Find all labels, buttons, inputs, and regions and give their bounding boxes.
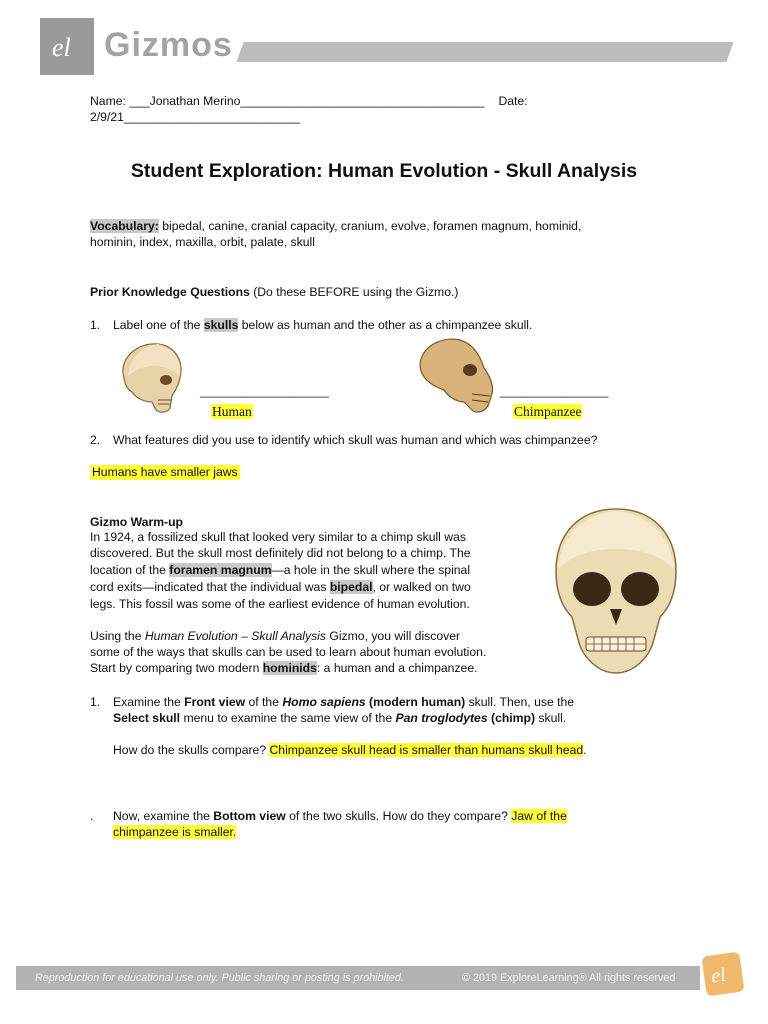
- examine-l2b: menu to examine the same view of the: [180, 711, 396, 725]
- examine-period: .: [583, 743, 587, 757]
- warmup-heading: Gizmo Warm-up: [90, 515, 183, 529]
- examine-l2e: skull.: [535, 711, 567, 725]
- warmup-p1-line-5: legs. This fossil was some of the earliest evidence of human evolution.: [90, 597, 470, 611]
- name-blank: ____________________________________: [240, 94, 485, 108]
- examine-line-1: [113, 695, 574, 710]
- examine-l1c: of the: [245, 695, 283, 709]
- examine-answer: Chimpanzee skull head is smaller than humans skull head: [269, 743, 584, 757]
- svg-text:el: el: [709, 963, 728, 988]
- p2-l3b: : a human and a chimpanzee.: [316, 661, 478, 675]
- bottom-view-line-2: [113, 825, 236, 840]
- chimpanzee-skull-side-icon: [414, 334, 498, 416]
- bottom-l1c: of the two skulls. How do they compare?: [285, 809, 512, 823]
- q1-number: 1.: [90, 318, 101, 332]
- question-1: [90, 318, 533, 333]
- vocabulary-line-2: hominin, index, maxilla, orbit, palate, skull: [90, 235, 315, 249]
- pan-troglodytes-term: Pan troglodytes: [395, 711, 488, 725]
- date-line: [90, 110, 300, 125]
- p2-l1b: Gizmo, you will discover: [325, 629, 461, 643]
- prior-heading-bold: Prior Knowledge Questions: [90, 285, 250, 299]
- gizmo-title-italic: Human Evolution – Skull Analysis: [144, 629, 326, 643]
- q2-answer: Humans have smaller jaws: [92, 465, 238, 479]
- chimpanzee-label: Chimpanzee: [514, 404, 582, 419]
- p2-l1a: Using the: [90, 629, 145, 643]
- examine-line-3: [113, 743, 587, 758]
- footer-copyright: © 2019 ExploreLearning® All rights reserved: [462, 972, 676, 984]
- p1-l4b: , or walked on two: [372, 580, 471, 594]
- warmup-p1-line-1: In 1924, a fossilized skull that looked very similar to a chimp skull was: [90, 530, 466, 544]
- examine-l1f: skull. Then, use the: [465, 695, 575, 709]
- explorelearning-logo-icon: [701, 952, 744, 997]
- header-decorative-bar: [236, 42, 733, 62]
- name-line: [90, 94, 528, 109]
- vocabulary-label: Vocabulary:: [90, 219, 159, 233]
- p2-l3a: Start by comparing two modern: [90, 661, 263, 675]
- vocabulary-line-1: [90, 219, 581, 234]
- p1-l3b: —a hole in the skull where the spinal: [271, 563, 471, 577]
- examine-l1a: Examine the: [113, 695, 185, 709]
- bottom-l1a: Now, examine the: [113, 809, 214, 823]
- gizmos-logo-text: Gizmos: [104, 26, 233, 64]
- q2-number: 2.: [90, 433, 101, 447]
- examine-line-2: [113, 711, 566, 726]
- question-2: [90, 433, 598, 448]
- el-logo-icon: [40, 18, 94, 75]
- bipedal-term: bipedal: [329, 580, 373, 594]
- chimpanzee-blank: ________________: [500, 384, 609, 398]
- warmup-p1-line-4: [90, 580, 471, 595]
- name-label: Name: ___: [90, 94, 150, 108]
- select-skull-term: Select skull: [113, 711, 181, 725]
- el-footer-icon: [701, 952, 744, 997]
- examine-prompt: How do the skulls compare?: [113, 743, 270, 757]
- q1-post: below as human and the other as a chimpanzee skull.: [238, 318, 533, 332]
- warmup-p2-line-1: [90, 629, 460, 644]
- page-title: Student Exploration: Human Evolution - Skull Analysis: [130, 160, 638, 182]
- front-view-term: Front view: [184, 695, 246, 709]
- vocabulary-terms-1: bipedal, canine, cranial capacity, cranium, evolve, foramen magnum, hominid,: [158, 219, 582, 233]
- svg-text:el: el: [52, 33, 71, 62]
- examine-number: 1.: [90, 695, 101, 709]
- prior-heading-note: (Do these BEFORE using the Gizmo.): [249, 285, 459, 299]
- chimp-term: (chimp): [487, 711, 536, 725]
- bottom-view-term: Bottom view: [213, 809, 286, 823]
- prior-knowledge-heading: [90, 285, 458, 300]
- p1-l3a: location of the: [90, 563, 170, 577]
- name-value: Jonathan Merino: [149, 94, 241, 108]
- q2-text: What features did you use to identify which skull was human and which was chimpanzee?: [113, 433, 598, 447]
- bottom-answer-2: chimpanzee is smaller.: [113, 825, 237, 839]
- q1-pre: Label one of the: [113, 318, 204, 332]
- gizmos-logo-mark: [40, 18, 94, 75]
- bottom-answer-1: Jaw of the: [511, 809, 567, 823]
- date-value: 2/9/21: [90, 110, 124, 124]
- warmup-p2-line-3: [90, 661, 477, 676]
- examine-question: [90, 695, 100, 710]
- q1-text: [113, 318, 532, 333]
- p1-l4a: cord exits—indicated that the individual was: [90, 580, 330, 594]
- warmup-p1-line-2: discovered. But the skull most definitely did not belong to a chimp. The: [90, 546, 471, 560]
- date-blank: __________________________: [123, 110, 301, 124]
- q1-highlight: skulls: [203, 318, 239, 332]
- foramen-magnum-term: foramen magnum: [169, 563, 272, 577]
- date-label: Date:: [498, 94, 528, 108]
- homo-sapiens-term: Homo sapiens: [282, 695, 366, 709]
- footer-notice: Reproduction for educational use only. Public sharing or posting is prohibited.: [35, 972, 404, 984]
- human-skull-side-icon: [114, 340, 186, 416]
- human-blank: ___________________: [200, 384, 329, 398]
- warmup-p2-line-2: some of the ways that skulls can be used to learn about human evolution.: [90, 645, 487, 659]
- human-label: Human: [212, 404, 252, 419]
- human-skull-front-icon: [548, 505, 684, 677]
- hominids-term: hominids: [262, 661, 317, 675]
- bottom-view-number: .: [90, 809, 94, 823]
- modern-human-term: (modern human): [365, 695, 466, 709]
- bottom-view-line-1: [113, 809, 567, 824]
- warmup-p1-line-3: [90, 563, 470, 578]
